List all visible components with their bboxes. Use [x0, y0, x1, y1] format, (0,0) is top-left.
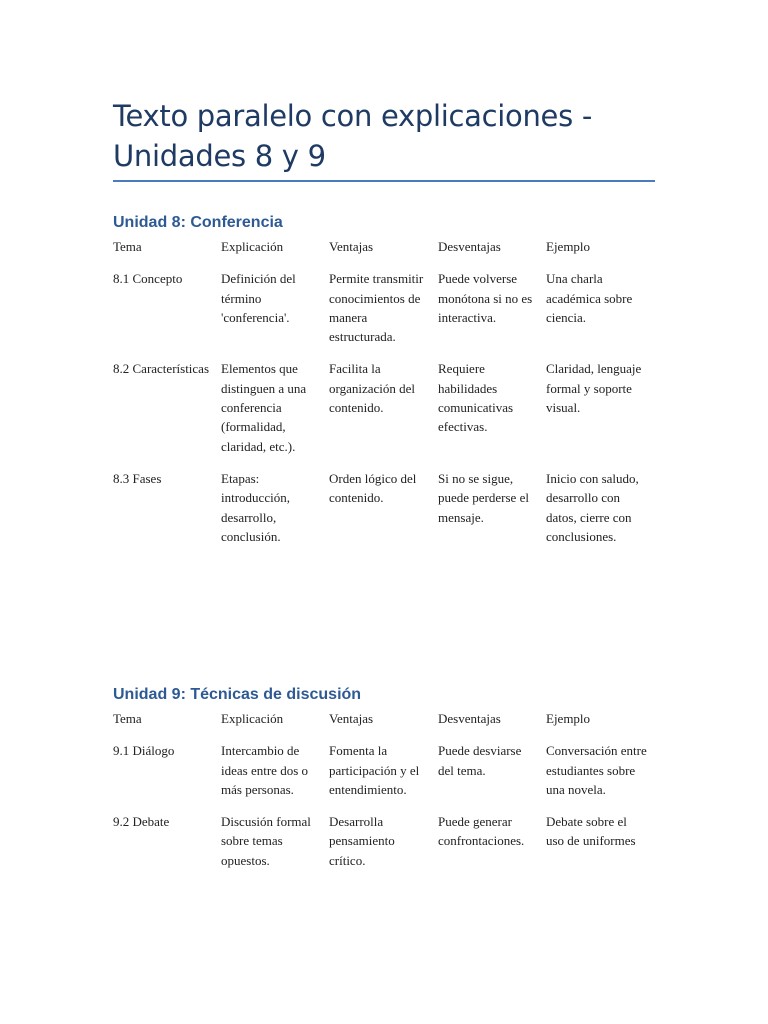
cell-explicacion: Definición del término 'conferencia'.: [221, 271, 296, 325]
document-title: [113, 96, 658, 176]
table-row: [113, 269, 653, 359]
table-row: [113, 741, 653, 812]
title-underline: [113, 180, 655, 182]
cell-explicacion: Etapas: introducción, desarrollo, conclusión.: [221, 470, 290, 544]
cell-ventajas: Facilita la organización del contenido.: [329, 361, 416, 416]
cell-ejemplo: Una charla académica sobre ciencia.: [546, 271, 633, 325]
table-header-row: [113, 235, 653, 269]
cell-ventajas: Orden lógico del contenido.: [329, 470, 417, 506]
column-header-explicacion: Explicación: [221, 711, 284, 726]
cell-ejemplo: Inicio con saludo, desarrollo con datos, cierre con conclusiones.: [546, 470, 639, 544]
section-unidad-9: [113, 683, 653, 883]
cell-ejemplo: Conversación entre estudiantes sobre una novela.: [546, 743, 647, 797]
cell-tema: 9.1 Diálogo: [113, 743, 175, 759]
table-row: [113, 469, 653, 559]
column-header-ventajas: Ventajas: [329, 711, 374, 726]
cell-ventajas: Permite transmitir conocimientos de manera estructurada.: [329, 271, 424, 345]
cell-ejemplo: Claridad, lenguaje formal y soporte visual.: [546, 361, 642, 416]
column-header-tema: Tema: [113, 711, 142, 726]
table-unidad-9: [113, 707, 653, 883]
cell-explicacion: Intercambio de ideas entre dos o más personas.: [221, 743, 309, 797]
column-header-tema: Tema: [113, 239, 142, 254]
section-heading: Unidad 9: Técnicas de discusión: [113, 686, 362, 703]
column-header-ventajas: Ventajas: [329, 239, 374, 254]
cell-explicacion: Discusión formal sobre temas opuestos.: [221, 814, 311, 868]
column-header-explicacion: Explicación: [221, 239, 284, 254]
table-row: [113, 812, 653, 883]
document-title-line-2: Unidades 8 y 9: [113, 139, 326, 173]
column-header-ejemplo: Ejemplo: [546, 711, 591, 726]
cell-desventajas: Puede desviarse del tema.: [438, 743, 522, 778]
cell-tema: 8.3 Fases: [113, 470, 162, 486]
cell-explicacion: Elementos que distinguen a una conferencia (formalidad, claridad, etc.).: [221, 361, 307, 454]
cell-ventajas: Desarrolla pensamiento crítico.: [329, 814, 395, 868]
cell-ventajas: Fomenta la participación y el entendimiento.: [329, 743, 420, 797]
cell-tema: 8.1 Concepto: [113, 271, 183, 287]
table-unidad-8: [113, 235, 653, 559]
table-header-row: [113, 707, 653, 741]
cell-tema: 8.2 Características: [113, 361, 210, 377]
table-row: [113, 359, 653, 468]
cell-desventajas: Puede volverse monótona si no es interactiva.: [438, 271, 533, 325]
column-header-desventajas: Desventajas: [438, 239, 501, 254]
section-heading: Unidad 8: Conferencia: [113, 214, 283, 231]
column-header-desventajas: Desventajas: [438, 711, 501, 726]
cell-ejemplo: Debate sobre el uso de uniformes: [546, 814, 636, 849]
section-unidad-8: [113, 211, 653, 559]
cell-desventajas: Puede generar confrontaciones.: [438, 814, 525, 849]
document-title-line-1: Texto paralelo con explicaciones -: [113, 99, 592, 133]
column-header-ejemplo: Ejemplo: [546, 239, 591, 254]
cell-desventajas: Requiere habilidades comunicativas efectivas.: [438, 361, 514, 435]
cell-tema: 9.2 Debate: [113, 814, 170, 830]
cell-desventajas: Si no se sigue, puede perderse el mensaje.: [438, 470, 529, 525]
